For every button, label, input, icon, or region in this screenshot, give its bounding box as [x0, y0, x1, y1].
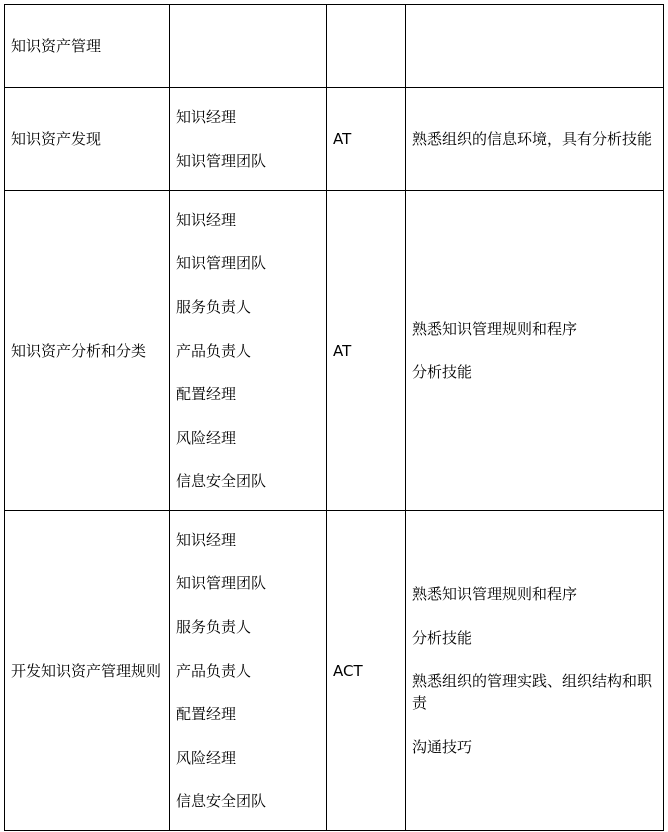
roles-cell: [170, 191, 327, 511]
activity-cell: 知识资产发现: [5, 88, 170, 191]
skills-cell: [406, 511, 664, 831]
role-item: 知识管理团队: [176, 151, 267, 170]
role-item: 风险经理: [176, 428, 237, 447]
table-row: [5, 5, 664, 88]
role-item: 配置经理: [176, 385, 237, 404]
role-item: 知识经理: [176, 210, 237, 229]
responsibility-table: [4, 4, 664, 831]
skill-item: 分析技能: [412, 363, 473, 382]
role-item: 知识经理: [176, 108, 237, 127]
table-row: [5, 88, 664, 191]
activity-cell: 知识资产分析和分类: [5, 191, 170, 511]
raci-cell: AT: [327, 88, 406, 191]
roles-cell: [170, 5, 327, 88]
skill-item: 沟通技巧: [412, 737, 473, 756]
role-item: 知识管理团队: [176, 574, 267, 593]
table-row: [5, 511, 664, 831]
skill-item: 熟悉组织的信息环境，具有分析技能: [412, 130, 653, 148]
activity-cell: 知识资产管理: [5, 5, 170, 88]
raci-cell: [327, 5, 406, 88]
role-item: 知识经理: [176, 530, 237, 549]
role-item: 信息安全团队: [176, 792, 267, 811]
skill-item: 熟悉知识管理规则和程序: [412, 319, 578, 338]
role-item: 服务负责人: [176, 297, 252, 316]
table-row: [5, 191, 664, 511]
raci-cell: ACT: [327, 511, 406, 831]
role-item: 产品负责人: [176, 661, 252, 680]
role-item: 产品负责人: [176, 341, 252, 360]
role-item: 知识管理团队: [176, 254, 267, 273]
role-item: 服务负责人: [176, 617, 252, 636]
roles-cell: [170, 88, 327, 191]
role-item: 风险经理: [176, 748, 237, 767]
skills-cell: [406, 5, 664, 88]
activity-cell: 开发知识资产管理规则: [5, 511, 170, 831]
raci-cell: AT: [327, 191, 406, 511]
role-item: 配置经理: [176, 705, 237, 724]
skill-item: 分析技能: [412, 628, 473, 647]
roles-cell: [170, 511, 327, 831]
skills-cell: [406, 88, 664, 191]
role-item: 信息安全团队: [176, 472, 267, 491]
skill-item: 熟悉组织的管理实践、组织结构和职责: [412, 672, 653, 713]
skill-item: 熟悉知识管理规则和程序: [412, 585, 578, 604]
skills-cell: [406, 191, 664, 511]
